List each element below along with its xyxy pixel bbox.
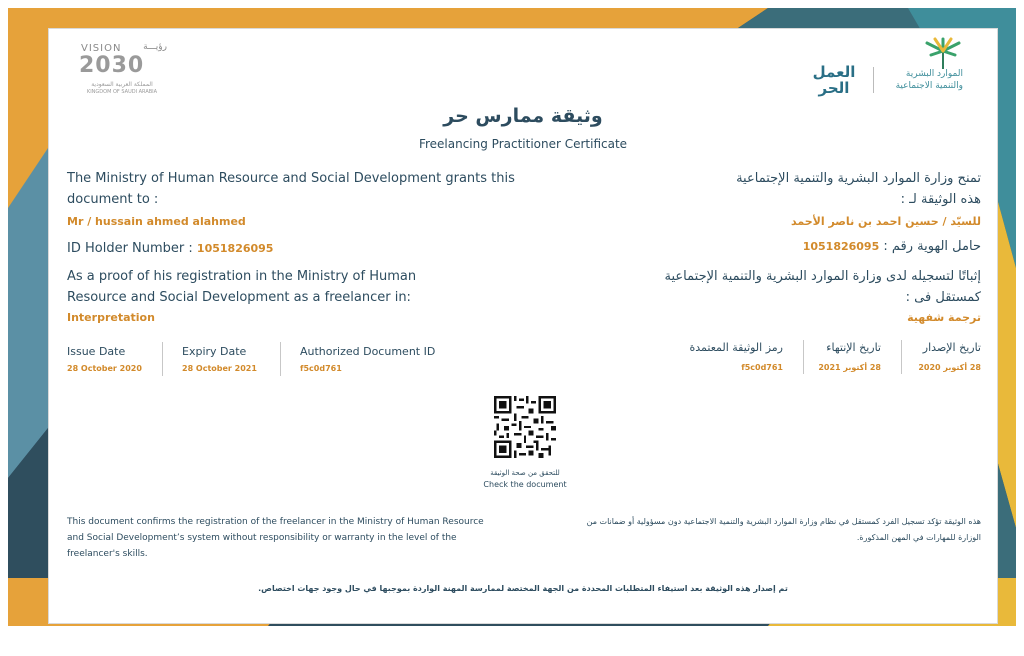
column-divider	[803, 340, 804, 374]
footer-en-line3: freelancer's skills.	[67, 549, 148, 559]
holder-name-en: Mr / hussain ahmed alahmed	[67, 215, 246, 228]
footer-ar-line2: الوزارة للمهارات في المهن المذكورة.	[856, 533, 981, 542]
footer-en-line1: This document confirms the registration of the freelancer in the Ministry of Human Resource	[67, 517, 484, 527]
column-divider	[901, 340, 902, 374]
document-id-label-en: Authorized Document ID	[300, 345, 436, 358]
profession-en: Interpretation	[67, 311, 155, 324]
expiry-date-value-en: 28 October 2021	[182, 364, 257, 373]
id-value-ar: 1051826095	[802, 240, 880, 253]
grant-text-ar-line2: هذه الوثيقة لـ :	[900, 192, 981, 207]
expiry-date-value-ar: 28 أكتوبر 2021	[818, 363, 881, 372]
document-id-value-ar: f5c0d761	[741, 363, 783, 372]
column-divider	[162, 342, 163, 376]
expiry-date-label-ar: تاريخ الإنتهاء	[826, 341, 881, 354]
certificate-card	[48, 28, 998, 624]
holder-name-ar: للسيّد / حسين احمد بن ناصر الأحمد	[791, 215, 981, 228]
id-value-en: 1051826095	[196, 242, 274, 255]
grant-text-en-line2: document to :	[67, 192, 159, 207]
title-arabic: وثيقة ممارس حر	[443, 105, 603, 127]
proof-text-en-line2: Resource and Social Development as a freelancer in:	[67, 290, 411, 305]
certificate-frame	[8, 8, 1016, 626]
qr-code[interactable]	[494, 396, 556, 458]
palm-emblem-icon	[921, 37, 965, 71]
id-label-ar: حامل الهوية رقم :	[883, 239, 981, 254]
document-id-value-en: f5c0d761	[300, 364, 342, 373]
profession-ar: ترجمة شفهية	[907, 311, 981, 324]
document-id-label-ar: رمز الوثيقة المعتمدة	[689, 341, 783, 354]
title-english: Freelancing Practitioner Certificate	[418, 137, 628, 151]
id-row-en	[67, 241, 273, 256]
vision-2030-logo: VISION رؤيـــة 2030 المملكة العربية السعودية KINGDOM OF SAUDI ARABIA	[79, 42, 167, 95]
proof-text-ar-line2: كمستقل فى :	[905, 290, 981, 305]
id-label-en: ID Holder Number :	[67, 241, 193, 256]
proof-text-ar-line1: إثباتًا لتسجيله لدى وزارة الموارد البشرية والتنمية الإجتماعية	[664, 269, 981, 284]
grant-text-ar-line1: تمنح وزارة الموارد البشرية والتنمية الإجتماعية	[736, 171, 981, 186]
issue-date-value-ar: 28 أكتوبر 2020	[918, 363, 981, 372]
qr-caption-ar: للتحقق من صحة الوثيقة	[490, 469, 560, 477]
issue-date-label-ar: تاريخ الإصدار	[922, 341, 981, 354]
logo-divider	[873, 67, 874, 93]
issue-date-value-en: 28 October 2020	[67, 364, 142, 373]
footer-ar-line1: هذه الوثيقة تؤكد تسجيل الفرد كمستقل في نظام وزارة الموارد البشرية والتنمية الاجتماعية دون مسؤولية أو ضمانات من	[586, 517, 981, 526]
issue-date-label-en: Issue Date	[67, 345, 126, 358]
bottom-note: تم إصدار هذه الوثيقة بعد استيفاء المتطلبات المحددة من الجهة المختصة لممارسة المهنة الواردة بموجبها في حال وجود جهات اختصاص.	[258, 584, 788, 593]
ministry-logo: الموارد البشرية والتنمية الاجتماعية العمل الحر	[797, 37, 967, 97]
column-divider	[280, 342, 281, 376]
footer-en-line2: and Social Development’s system without responsibility or warranty in the level of the	[67, 533, 457, 543]
id-row-ar	[609, 239, 981, 254]
expiry-date-label-en: Expiry Date	[182, 345, 247, 358]
grant-text-en-line1: The Ministry of Human Resource and Social Development grants this	[67, 171, 515, 186]
qr-caption-en[interactable]: Check the document	[483, 480, 567, 489]
proof-text-en-line1: As a proof of his registration in the Ministry of Human	[67, 269, 417, 284]
